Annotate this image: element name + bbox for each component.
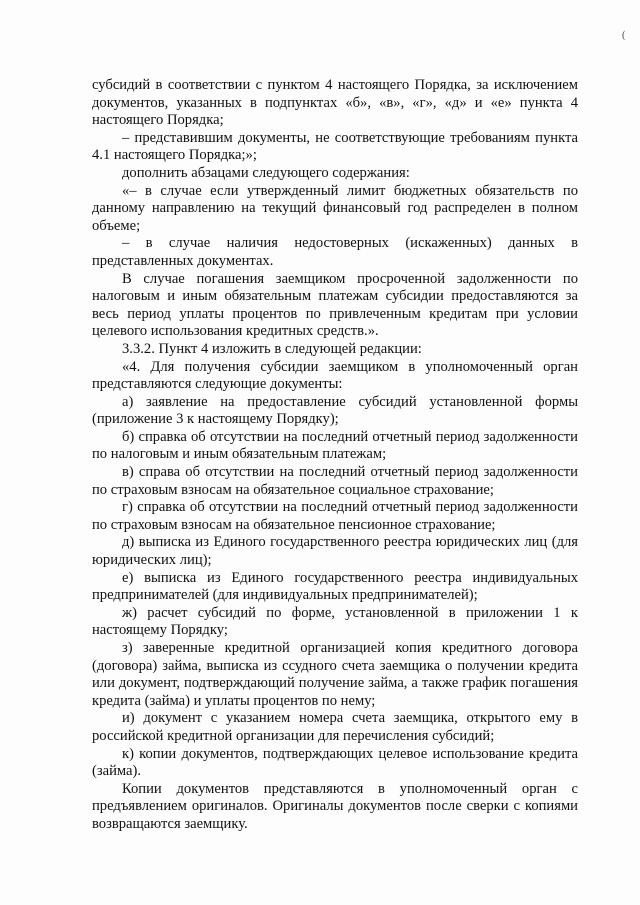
list-item: е) выписка из Единого государственного реестра индивидуальных предпринимателей (для индивидуальных предпринимателей); bbox=[92, 569, 578, 604]
paragraph: – в случае наличия недостоверных (искаженных) данных в представленных документах. bbox=[92, 235, 578, 269]
document-body bbox=[92, 77, 578, 834]
list-item: б) справка об отсутствии на последний отчетный период задолженности по налоговым и иным обязательным платежам; bbox=[92, 428, 578, 463]
list-item: д) выписка из Единого государственного реестра юридических лиц (для юридических лиц); bbox=[92, 534, 578, 569]
paragraph: «– в случае если утвержденный лимит бюджетных обязательств по данному направлению на текущий финансовый год распределен в полном объеме; bbox=[92, 182, 578, 234]
list-item: и) документ с указанием номера счета заемщика, открытого ему в российской кредитной организации для перечисления субсидий; bbox=[92, 710, 578, 744]
list-item: г) справка об отсутствии на последний отчетный период задолженности по страховым взносам на обязательное пенсионное страхование; bbox=[92, 499, 578, 533]
list-item: к) копии документов, подтверждающих целевое использование кредита (займа). bbox=[92, 745, 578, 780]
list-item: ж) расчет субсидий по форме, установленной в приложении 1 к настоящему Порядку; bbox=[92, 604, 578, 639]
paragraph: дополнить абзацами следующего содержания: bbox=[122, 164, 410, 181]
list-item: а) заявление на предоставление субсидий установленной формы (приложение 3 к настоящему Порядку); bbox=[92, 393, 578, 428]
paragraph: Копии документов представляются в уполномоченный орган с предъявлением оригиналов. Оригиналы документов после сверки с копиями возвращаются заемщику. bbox=[92, 780, 578, 832]
list-item: з) заверенные кредитной организацией копия кредитного договора (договора) займа, выписка из ссудного счета заемщика о получении кредита или документ, подтверждающий получение займа, а также график погашения кредита (займа) и уплаты процентов по нему; bbox=[92, 640, 578, 709]
paragraph: 3.3.2. Пункт 4 изложить в следующей редакции: bbox=[122, 340, 422, 357]
list-item: в) справа об отсутствии на последний отчетный период задолженности по страховым взносам на обязательное социальное страхование; bbox=[92, 464, 578, 498]
paragraph: В случае погашения заемщиком просроченной задолженности по налоговым и иным обязательным платежам субсидии предоставляются за весь период уплаты процентов по привлеченным кредитам при условии целевого использования кредитных средств.». bbox=[92, 270, 578, 340]
corner-mark: ( bbox=[622, 30, 626, 41]
paragraph: – представившим документы, не соответствующие требованиям пункта 4.1 настоящего Порядка;»; bbox=[92, 129, 578, 164]
paragraph: субсидий в соответствии с пунктом 4 настоящего Порядка, за исключением документов, указанных в подпунктах «б», «в», «г», «д» и «е» пункта 4 настоящего Порядка; bbox=[92, 77, 578, 129]
paragraph: «4. Для получения субсидии заемщиком в уполномоченный орган представляются следующие документы: bbox=[92, 358, 578, 393]
